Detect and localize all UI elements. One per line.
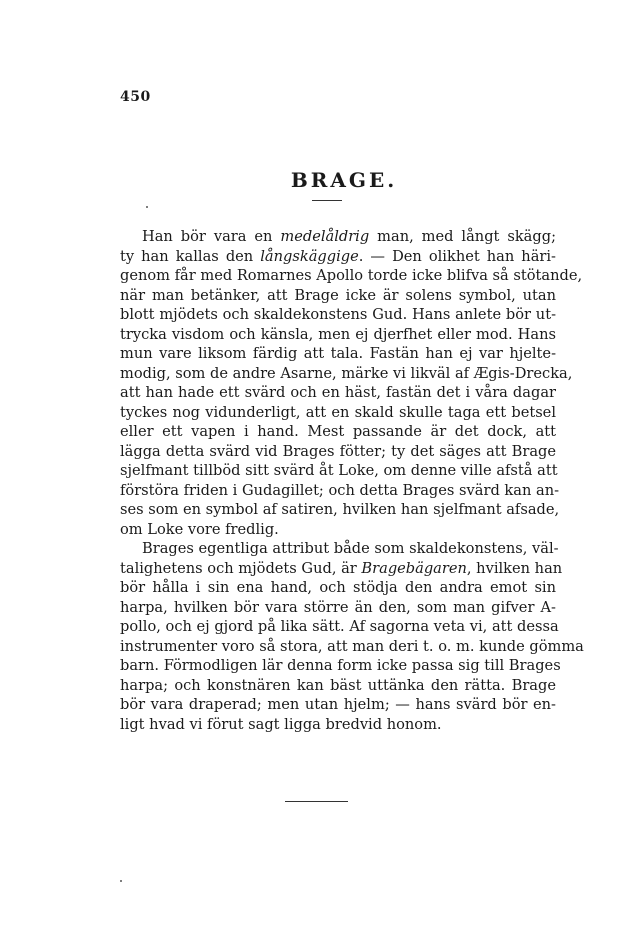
- text-line: Han bör vara en medelåldrig man, med långt skägg;: [142, 228, 556, 245]
- text-line: blott mjödets och skaldekonstens Gud. Hans anlete bör ut-: [120, 306, 556, 323]
- page-number: 450: [120, 89, 151, 105]
- text-line: barn. Förmodligen lär denna form icke passa sig till Brages: [120, 657, 561, 674]
- text-line: bör hålla i sin ena hand, och stödja den andra emot sin: [120, 579, 556, 596]
- text-line: sjelfmant tillböd sitt svärd åt Loke, om denne ville afstå att: [120, 462, 558, 479]
- paragraph-1: [120, 227, 583, 539]
- text-line: Brages egentliga attribut både som skaldekonstens, väl-: [142, 540, 559, 557]
- paragraph-2: [120, 539, 584, 734]
- text-line: bör vara draperad; men utan hjelm; — hans svärd bör en-: [120, 696, 556, 713]
- print-speck: [146, 206, 148, 208]
- text-line: harpa; och konstnären kan bäst uttänka den rätta. Brage: [120, 676, 556, 694]
- text-line: modig, som de andre Asarne, märke vi likväl af Ægis-Drecka,: [120, 364, 573, 382]
- text-line: att han hade ett svärd och en häst, fastän det i våra dagar: [120, 384, 556, 401]
- text-line: eller ett vapen i hand. Mest passande är det dock, att: [120, 423, 556, 440]
- title-divider: [312, 200, 342, 201]
- text-line: talighetens och mjödets Gud, är Bragebägaren, hvilken han: [120, 559, 563, 577]
- text-line: ses som en symbol af satiren, hvilken han sjelfmant afsade,: [120, 501, 560, 518]
- print-speck: [120, 880, 122, 882]
- body-text: [120, 227, 584, 734]
- text-line: pollo, och ej gjord på lika sätt. Af sagorna veta vi, att dessa: [120, 618, 559, 635]
- text-line: mun vare liksom färdig att tala. Fastän han ej var hjelte-: [120, 345, 556, 362]
- text-line: ligt hvad vi förut sagt ligga bredvid honom.: [120, 715, 442, 733]
- text-line: när man betänker, att Brage icke är solens symbol, utan: [120, 286, 556, 304]
- text-line: om Loke vore fredlig.: [120, 520, 279, 538]
- text-line: instrumenter voro så stora, att man deri t. o. m. kunde gömma: [120, 637, 584, 655]
- text-line: ty han kallas den långskäggige. — Den olikhet han häri-: [120, 247, 556, 265]
- text-line: tyckes nog vidunderligt, att en skald skulle taga ett betsel: [120, 403, 556, 421]
- text-line: lägga detta svärd vid Brages fötter; ty det säges att Brage: [120, 442, 556, 460]
- text-line: trycka visdom och känsla, men ej djerfhet eller mod. Hans: [120, 325, 556, 343]
- text-line: harpa, hvilken bör vara större än den, som man gifver A-: [120, 598, 556, 616]
- chapter-title: BRAGE.: [290, 168, 398, 192]
- text-line: förstöra friden i Gudagillet; och detta Brages svärd kan an-: [120, 481, 560, 499]
- end-divider: [285, 801, 348, 802]
- text-line: genom får med Romarnes Apollo torde icke blifva så stötande,: [120, 267, 583, 284]
